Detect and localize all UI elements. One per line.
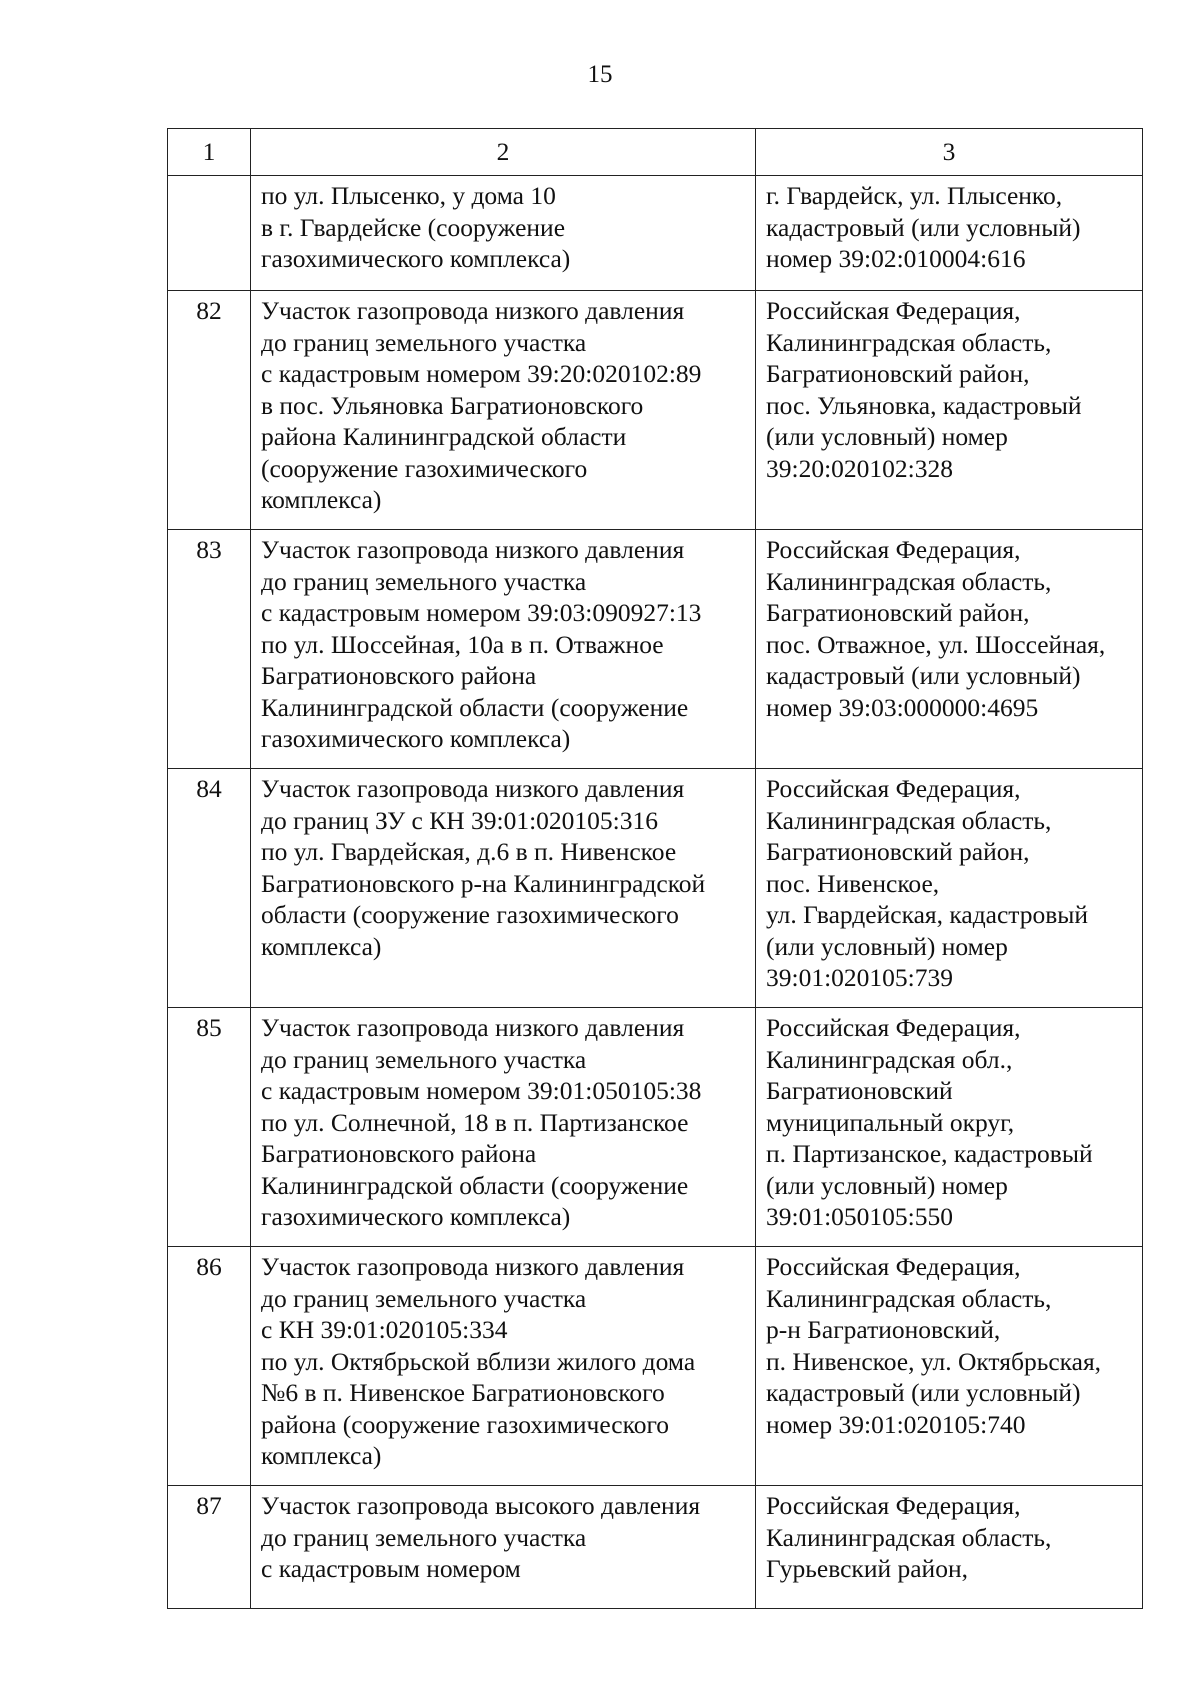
object-description: Участок газопровода низкого давления до границ земельного участка с кадастровым номером 39:01:050105:38 по ул. Солнечной, 18 в п. Партизанское Багратионовского района Калининградской области (сооружение газохимического комплекса) [251, 1008, 756, 1247]
row-number: 83 [168, 530, 251, 769]
header-col-2: 2 [251, 129, 756, 176]
object-location: Российская Федерация, Калининградская область, Гурьевский район, [756, 1486, 1143, 1609]
row-number: 85 [168, 1008, 251, 1247]
object-description: Участок газопровода низкого давления до границ земельного участка с кадастровым номером 39:03:090927:13 по ул. Шоссейная, 10а в п. Отважное Багратионовского района Калининградской области (сооружение газохимического комплекса) [251, 530, 756, 769]
table-header [168, 129, 1143, 176]
row-number [168, 176, 251, 291]
table-row [168, 769, 1143, 1008]
registry-table [167, 128, 1143, 1609]
object-location: г. Гвардейск, ул. Плысенко, кадастровый (или условный) номер 39:02:010004:616 [756, 176, 1143, 291]
object-description: по ул. Плысенко, у дома 10 в г. Гвардейске (сооружение газохимического комплекса) [251, 176, 756, 291]
object-location: Российская Федерация, Калининградская область, Багратионовский район, пос. Нивенское, ул. Гвардейская, кадастровый (или условный) номер 39:01:020105:739 [756, 769, 1143, 1008]
table-body [168, 176, 1143, 1609]
object-location: Российская Федерация, Калининградская область, Багратионовский район, пос. Отважное, ул. Шоссейная, кадастровый (или условный) номер 39:03:000000:4695 [756, 530, 1143, 769]
object-location: Российская Федерация, Калининградская обл., Багратионовский муниципальный округ, п. Партизанское, кадастровый (или условный) номер 39:01:050105:550 [756, 1008, 1143, 1247]
header-col-1: 1 [168, 129, 251, 176]
table-row [168, 1008, 1143, 1247]
row-number: 84 [168, 769, 251, 1008]
object-description: Участок газопровода высокого давления до границ земельного участка с кадастровым номером [251, 1486, 756, 1609]
table-row [168, 1247, 1143, 1486]
page-number: 15 [587, 61, 613, 88]
row-number: 82 [168, 291, 251, 530]
object-description: Участок газопровода низкого давления до границ ЗУ с КН 39:01:020105:316 по ул. Гвардейская, д.6 в п. Нивенское Багратионовского р-на Калининградской области (сооружение газохимического комплекса) [251, 769, 756, 1008]
header-col-3: 3 [756, 129, 1143, 176]
header-row [168, 129, 1143, 176]
table-row [168, 530, 1143, 769]
object-location: Российская Федерация, Калининградская область, Багратионовский район, пос. Ульяновка, кадастровый (или условный) номер 39:20:020102:328 [756, 291, 1143, 530]
object-description: Участок газопровода низкого давления до границ земельного участка с кадастровым номером 39:20:020102:89 в пос. Ульяновка Багратионовского района Калининградской области (сооружение газохимического комплекса) [251, 291, 756, 530]
table-row [168, 1486, 1143, 1609]
object-description: Участок газопровода низкого давления до границ земельного участка с КН 39:01:020105:334 по ул. Октябрьской вблизи жилого дома №6 в п. Нивенское Багратионовского района (сооружение газохимического комплекса) [251, 1247, 756, 1486]
table-row [168, 176, 1143, 291]
object-location: Российская Федерация, Калининградская область, р-н Багратионовский, п. Нивенское, ул. Октябрьская, кадастровый (или условный) номер 39:01:020105:740 [756, 1247, 1143, 1486]
row-number: 87 [168, 1486, 251, 1609]
row-number: 86 [168, 1247, 251, 1486]
table-row [168, 291, 1143, 530]
